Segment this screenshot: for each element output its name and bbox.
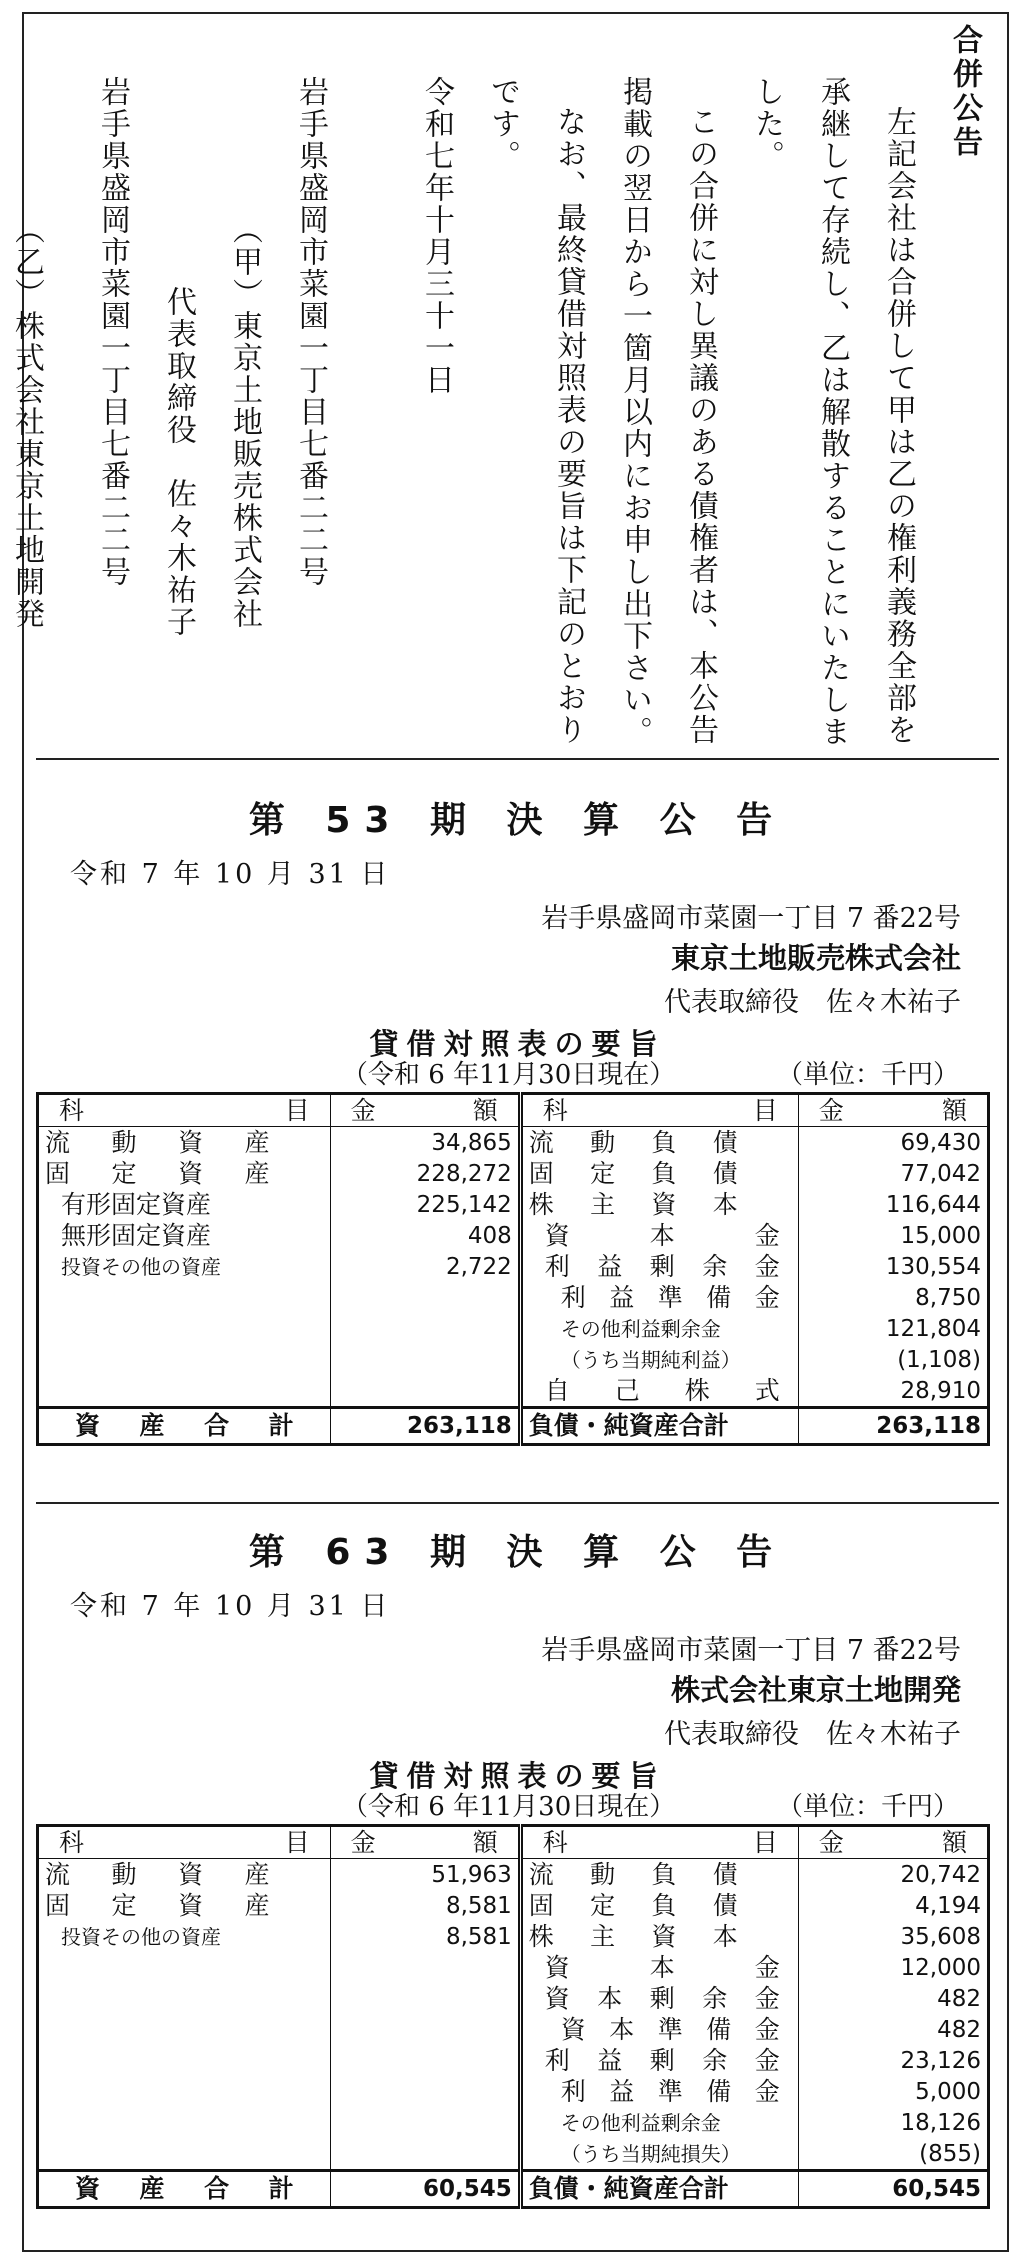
notice-line: した。	[749, 76, 784, 172]
asset-item-label	[38, 2138, 331, 2171]
statement-date: 令和 7 年 10 月 31 日	[70, 1591, 391, 1622]
divider	[36, 1502, 999, 1504]
table-row	[38, 1220, 989, 1251]
liability-item-value: 8,750	[915, 1284, 981, 1311]
liability-item-label: 利 益 準 備 金	[520, 2076, 798, 2107]
table-row	[38, 2014, 989, 2045]
balance-sheet-table	[36, 1092, 990, 1446]
asset-item-value: 225,142	[330, 1189, 520, 1220]
liability-item-value: 20,742	[900, 1861, 981, 1888]
total-row	[38, 2171, 989, 2208]
company-address: 岩手県盛岡市菜園一丁目 7 番22号	[541, 1635, 961, 1666]
liability-item-label: 株 主 資 本	[520, 1921, 798, 1952]
asset-item-value	[330, 2076, 520, 2107]
liability-item-value: (1,108)	[897, 1346, 981, 1373]
liability-item-label: 資 本 剰 余 金	[520, 1983, 798, 2014]
representative: 代表取締役 佐々木祐子	[664, 987, 961, 1018]
statement-heading: 第 63 期 決 算 公 告	[248, 1532, 787, 1573]
liability-item-label: 固 定 負 債	[520, 1158, 798, 1189]
liability-item-value: 482	[937, 1985, 981, 2012]
asset-item-value	[330, 1313, 520, 1344]
asset-item-label: 有形固定資産	[38, 1189, 331, 1220]
table-row	[38, 1127, 989, 1159]
unit-label: （単位：千円）	[776, 1060, 959, 1090]
liability-item-value: 15,000	[900, 1222, 981, 1249]
total-liabilities-value: 60,545	[798, 2171, 988, 2208]
notice-frame	[9, 12, 1009, 2252]
table-row	[38, 1952, 989, 1983]
asset-item-value: 51,963	[330, 1859, 520, 1891]
asset-item-value	[330, 2107, 520, 2138]
asset-item-label	[38, 2107, 331, 2138]
party-a-representative: 代表取締役 佐々木祐子	[161, 286, 196, 638]
liability-item-value: 69,430	[900, 1129, 981, 1156]
liability-item-label: （うち当期純利益）	[520, 1344, 798, 1375]
liability-item-value: 130,554	[885, 1253, 981, 1280]
column-header-item: 科 目	[520, 1094, 798, 1127]
asset-item-label	[38, 1344, 331, 1375]
liability-item-value: 116,644	[885, 1191, 981, 1218]
liability-item-label: 利 益 剰 余 金	[520, 1251, 798, 1282]
balance-sheet-date: （令和 6 年11月30日現在）	[342, 1792, 676, 1822]
table-row	[38, 2076, 989, 2107]
table-row	[38, 1983, 989, 2014]
asset-item-value: 8,581	[330, 1921, 520, 1952]
party-a-address: 岩手県盛岡市菜園一丁目七番二二号	[293, 76, 328, 588]
asset-item-label: 流 動 資 産	[38, 1127, 331, 1159]
table-row	[38, 2107, 989, 2138]
table-row	[38, 1375, 989, 1408]
asset-item-value	[330, 1282, 520, 1313]
statement-date: 令和 7 年 10 月 31 日	[70, 859, 391, 890]
asset-item-label	[38, 2045, 331, 2076]
asset-item-value: 228,272	[330, 1158, 520, 1189]
asset-item-label: 投資その他の資産	[38, 1251, 331, 1282]
column-header-amount: 金 額	[798, 1826, 988, 1859]
table-row	[38, 1189, 989, 1220]
liability-item-label: 流 動 負 債	[520, 1127, 798, 1159]
asset-item-label	[38, 2014, 331, 2045]
total-liabilities-label: 負債・純資産合計	[520, 2171, 798, 2208]
asset-item-label: 固 定 資 産	[38, 1158, 331, 1189]
table-row	[38, 1859, 989, 1891]
liability-item-label: 資 本 準 備 金	[520, 2014, 798, 2045]
column-header-amount: 金 額	[330, 1826, 520, 1859]
company-address: 岩手県盛岡市菜園一丁目 7 番22号	[541, 903, 961, 934]
liability-item-value: 18,126	[900, 2109, 981, 2136]
liability-item-value: 35,608	[900, 1923, 981, 1950]
column-header-item: 科 目	[520, 1826, 798, 1859]
notice-line: なお、最終貸借対照表の要旨は下記のとおり	[551, 106, 586, 746]
table-row	[38, 1251, 989, 1282]
asset-item-value: 2,722	[330, 1251, 520, 1282]
divider	[36, 758, 999, 760]
column-header-amount: 金 額	[330, 1094, 520, 1127]
total-liabilities-label: 負債・純資産合計	[520, 1408, 798, 1445]
balance-sheet-date: （令和 6 年11月30日現在）	[342, 1060, 676, 1090]
total-row	[38, 1408, 989, 1445]
company-name: 株式会社東京土地開発	[670, 1673, 961, 1707]
total-assets-value: 60,545	[330, 2171, 520, 2208]
liability-item-value: 23,126	[900, 2047, 981, 2074]
statement-heading: 第 53 期 決 算 公 告	[248, 800, 787, 841]
liability-item-label: 株 主 資 本	[520, 1189, 798, 1220]
balance-sheet-title: 貸借対照表の要旨	[369, 1759, 666, 1793]
table-row	[38, 1890, 989, 1921]
liability-item-value: 4,194	[915, 1892, 981, 1919]
notice-line: 左記会社は合併して甲は乙の権利義務全部を	[881, 106, 916, 746]
liability-item-value: 77,042	[900, 1160, 981, 1187]
liability-item-label: 利 益 準 備 金	[520, 1282, 798, 1313]
table-row	[38, 1313, 989, 1344]
liability-item-value: 28,910	[900, 1377, 981, 1404]
notice-date: 令和七年十月三十一日	[419, 76, 454, 396]
table-row	[38, 1344, 989, 1375]
liability-item-label: 流 動 負 債	[520, 1859, 798, 1891]
liability-item-label: 資 本 金	[520, 1220, 798, 1251]
asset-item-label	[38, 1282, 331, 1313]
liability-item-value: 482	[937, 2016, 981, 2043]
total-assets-value: 263,118	[330, 1408, 520, 1445]
liability-item-label: （うち当期純損失）	[520, 2138, 798, 2171]
balance-sheet-table	[36, 1824, 990, 2209]
party-a-company: （甲）東京土地販売株式会社	[227, 214, 262, 630]
asset-item-value	[330, 2014, 520, 2045]
company-name: 東京土地販売株式会社	[670, 941, 961, 975]
asset-item-value	[330, 1344, 520, 1375]
asset-item-label	[38, 1983, 331, 2014]
balance-sheet-title: 貸借対照表の要旨	[369, 1027, 666, 1061]
table-row	[38, 1282, 989, 1313]
liability-item-label: 利 益 剰 余 金	[520, 2045, 798, 2076]
table-row	[38, 1921, 989, 1952]
asset-item-value	[330, 1983, 520, 2014]
table-header-row	[38, 1826, 989, 1859]
asset-item-label	[38, 1375, 331, 1408]
total-liabilities-value: 263,118	[798, 1408, 988, 1445]
liability-item-value: 12,000	[900, 1954, 981, 1981]
liability-item-value: 5,000	[915, 2078, 981, 2105]
asset-item-value: 408	[330, 1220, 520, 1251]
notice-title: 合併公告	[947, 24, 982, 160]
merger-notice	[9, 24, 997, 754]
asset-item-value: 8,581	[330, 1890, 520, 1921]
liability-item-label: 資 本 金	[520, 1952, 798, 1983]
liability-item-label: その他利益剰余金	[520, 1313, 798, 1344]
notice-line: です。	[485, 76, 520, 172]
notice-line: 掲載の翌日から一箇月以内にお申し出下さい。	[617, 76, 652, 748]
table-row	[38, 1158, 989, 1189]
asset-item-label: 固 定 資 産	[38, 1890, 331, 1921]
liability-item-value: 121,804	[885, 1315, 981, 1342]
total-assets-label: 資 産 合 計	[38, 1408, 331, 1445]
asset-item-label	[38, 1313, 331, 1344]
notice-line: この合併に対し異議のある債権者は、本公告	[683, 106, 718, 746]
party-b-address: 岩手県盛岡市菜園一丁目七番二二号	[95, 76, 130, 588]
table-header-row	[38, 1094, 989, 1127]
asset-item-value	[330, 1952, 520, 1983]
column-header-amount: 金 額	[798, 1094, 988, 1127]
asset-item-label: 無形固定資産	[38, 1220, 331, 1251]
liability-item-label: その他利益剰余金	[520, 2107, 798, 2138]
asset-item-label: 流 動 資 産	[38, 1859, 331, 1891]
notice-line: 承継して存続し、乙は解散することにいたしま	[815, 76, 850, 748]
liability-item-label: 自 己 株 式	[520, 1375, 798, 1408]
asset-item-value	[330, 2045, 520, 2076]
table-row	[38, 2138, 989, 2171]
asset-item-value	[330, 1375, 520, 1408]
representative: 代表取締役 佐々木祐子	[664, 1719, 961, 1750]
asset-item-label	[38, 1952, 331, 1983]
liability-item-label: 固 定 負 債	[520, 1890, 798, 1921]
column-header-item: 科 目	[38, 1094, 331, 1127]
unit-label: （単位：千円）	[776, 1792, 959, 1822]
table-row	[38, 2045, 989, 2076]
asset-item-label: 投資その他の資産	[38, 1921, 331, 1952]
total-assets-label: 資 産 合 計	[38, 2171, 331, 2208]
asset-item-label	[38, 2076, 331, 2107]
party-b-company: （乙）株式会社東京土地開発	[9, 214, 44, 630]
asset-item-value: 34,865	[330, 1127, 520, 1159]
asset-item-value	[330, 2138, 520, 2171]
liability-item-value: (855)	[919, 2140, 981, 2167]
column-header-item: 科 目	[38, 1826, 331, 1859]
